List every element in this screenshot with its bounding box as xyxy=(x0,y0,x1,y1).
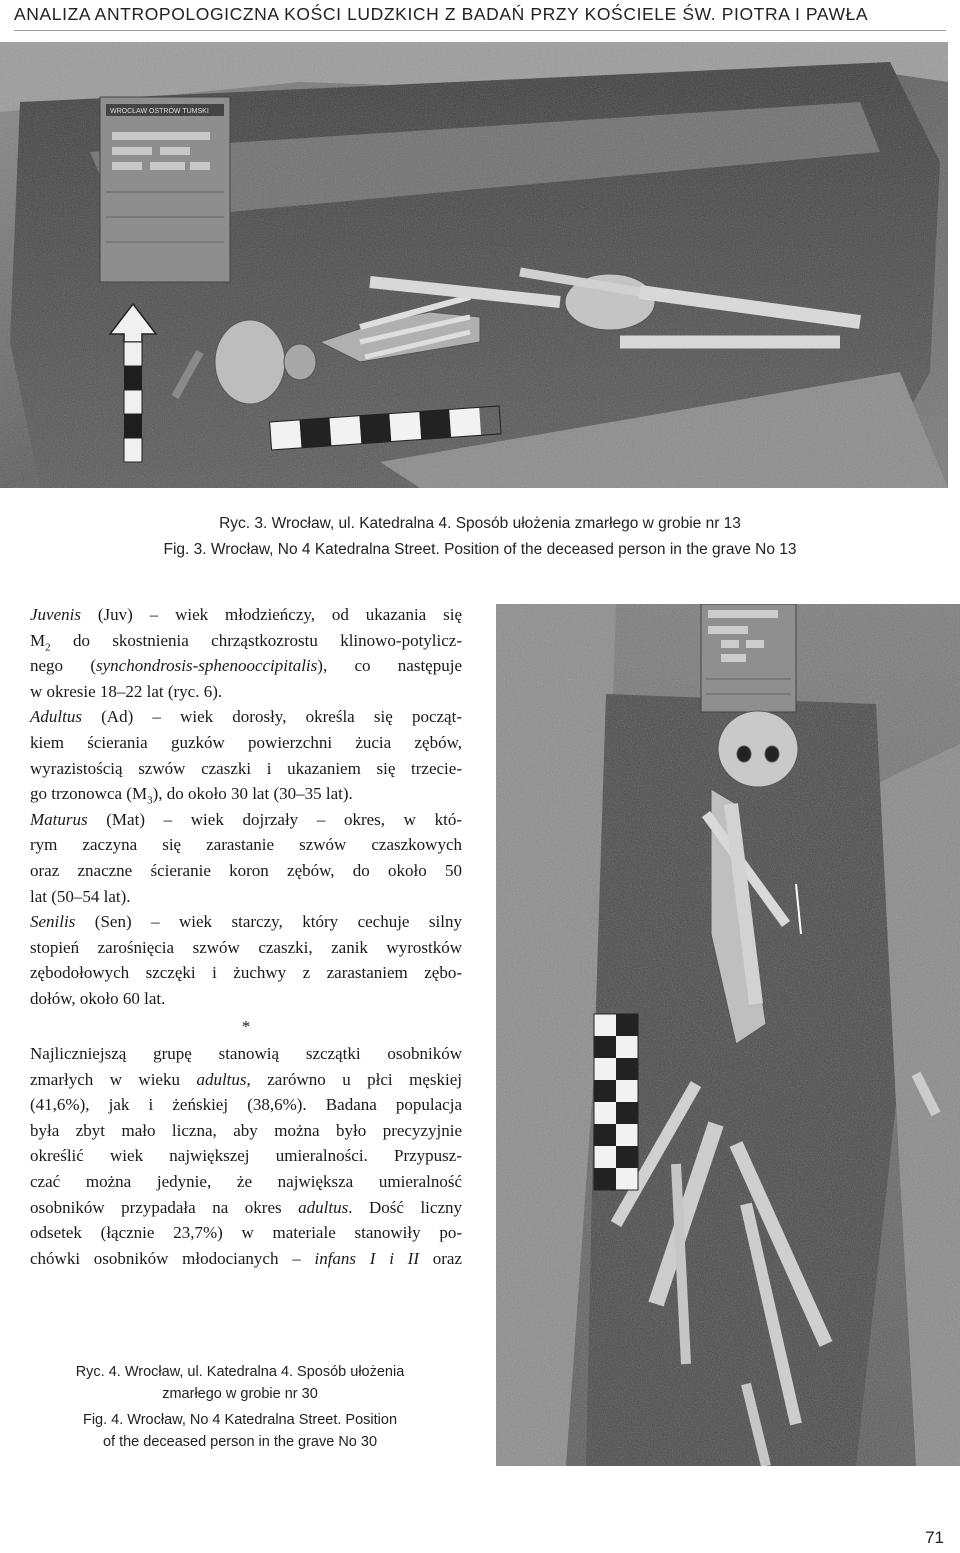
site-board xyxy=(701,604,796,712)
paragraph-maturus xyxy=(30,807,462,909)
figure-4-caption-pl-line1: Ryc. 4. Wrocław, ul. Katedralna 4. Sposób ułożenia xyxy=(75,1364,405,1380)
text-line: chówki osobników młodocianych – xyxy=(30,1248,315,1268)
figure-3-caption-en: Fig. 3. Wrocław, No 4 Katedralna Street. Position of the deceased person in the grave No 13 xyxy=(163,541,797,558)
paragraph-adultus xyxy=(30,704,462,806)
text-line: ), co następuje xyxy=(317,656,462,676)
text-line: zmarłych w wieku xyxy=(30,1069,197,1089)
text-line: (Ad) – wiek dorosły, określa się począt- xyxy=(81,707,462,727)
board-title: WROCŁAW OSTRÓW TUMSKI xyxy=(110,108,209,115)
text-line: oraz xyxy=(418,1248,462,1268)
text-line: stopień zarośnięcia szwów czaszki, zanik wyrostków xyxy=(30,937,462,957)
body-text xyxy=(30,602,462,1271)
text-line: do skostnienia chrząstkozrostu klinowo-potylicz- xyxy=(50,630,462,650)
term-maturus: Maturus xyxy=(30,809,88,829)
text-line: lat (50–54 lat). xyxy=(30,886,131,906)
text-line: dołów, około 60 lat. xyxy=(30,988,166,1008)
text-line: kiem ścierania guzków powierzchni żucia zębów, xyxy=(30,732,462,752)
paragraph-senilis xyxy=(30,909,462,1011)
text-line: (Sen) – wiek starczy, który cechuje silny xyxy=(75,912,462,932)
text-line: (Mat) – wiek dojrzały – okres, w któ- xyxy=(87,809,462,829)
term-juvenis: Juvenis xyxy=(30,605,81,624)
scale-bar xyxy=(594,1014,638,1190)
running-title: ANALIZA ANTROPOLOGICZNA KOŚCI LUDZKICH Z BADAŃ PRZY KOŚCIELE ŚW. PIOTRA I PAWŁA xyxy=(14,4,869,24)
figure-4-photo xyxy=(496,604,960,1466)
text-line: zębodołowych szczęki i żuchwy z zarastaniem zębo- xyxy=(30,963,462,983)
subscript: 2 xyxy=(45,640,51,653)
site-board xyxy=(100,97,230,282)
text-line: (41,6%), jak i żeńskiej (38,6%). Badana populacja xyxy=(30,1095,462,1115)
paragraph-population xyxy=(30,1041,462,1271)
text-line: (Juv) – wiek młodzieńczy, od ukazania się xyxy=(80,605,462,624)
subscript: 3 xyxy=(147,794,153,807)
page-number: 71 xyxy=(925,1528,944,1547)
term-synchondrosis: synchondrosis-sphenooccipitalis xyxy=(95,656,318,676)
term-adultus: adultus, xyxy=(196,1069,251,1089)
running-header xyxy=(14,4,946,31)
figure-3-photo xyxy=(0,42,948,488)
paragraph-juvenis xyxy=(30,602,462,704)
term-adultus: Adultus xyxy=(30,707,82,727)
text-line: . Dość liczny xyxy=(348,1197,462,1217)
term-senilis: Senilis xyxy=(30,912,76,932)
text-line: M xyxy=(30,630,46,650)
text-line: określić wiek największej umieralności. Przypusz- xyxy=(30,1146,462,1166)
text-line: go trzonowca (M xyxy=(30,784,148,804)
text-line: rym zaczyna się zarastanie szwów czaszkowych xyxy=(30,835,462,855)
text-line: osobników przypadała na okres xyxy=(30,1197,299,1217)
text-line: Najliczniejszą grupę stanowią szczątki osobników xyxy=(30,1044,462,1064)
term-infans: infans I i II xyxy=(314,1248,419,1268)
figure-4-caption-pl-line2: zmarłego w grobie nr 30 xyxy=(162,1386,318,1402)
figure-4-caption-en-line1: Fig. 4. Wrocław, No 4 Katedralna Street. Position xyxy=(82,1412,398,1428)
text-line: nego ( xyxy=(30,656,96,676)
text-line: ), do około 30 lat (30–35 lat). xyxy=(152,784,353,804)
figure-4-caption-en-line2: of the deceased person in the grave No 30 xyxy=(102,1434,378,1450)
text-line: oraz znaczne ścieranie koron zębów, do około 50 xyxy=(30,860,462,880)
text-line: wyrazistością szwów czaszki i ukazaniem się trzecie- xyxy=(30,758,462,778)
text-line: zarówno u płci męskiej xyxy=(250,1069,462,1089)
figure-3-caption-pl: Ryc. 3. Wrocław, ul. Katedralna 4. Sposób ułożenia zmarłego w grobie nr 13 xyxy=(219,515,741,532)
text-line: odsetek (łącznie 23,7%) w materiale stanowiły po- xyxy=(30,1223,462,1243)
text-line: w okresie 18–22 lat (ryc. 6). xyxy=(30,681,223,701)
text-line: była zbyt mało liczna, aby można było precyzyjnie xyxy=(30,1120,462,1140)
section-separator: * xyxy=(241,1016,251,1036)
text-line: czać można jedynie, że największa umieralność xyxy=(30,1172,462,1192)
term-adultus: adultus xyxy=(298,1197,349,1217)
